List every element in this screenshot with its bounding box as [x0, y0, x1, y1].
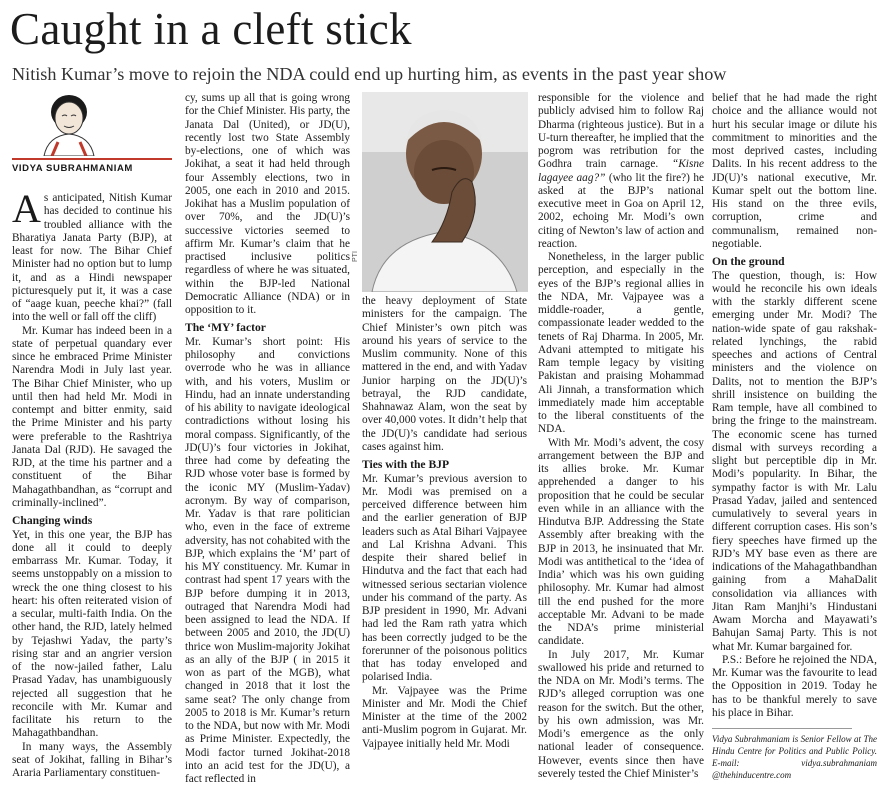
text-run: (who lit the fire?) he asked at the BJP’s national executive meet in Goa on April 12, 2002, echoing Mr. Modi’s own citing of Newton’s law of action and reaction. [538, 171, 705, 250]
headline: Caught in a cleft stick [10, 4, 412, 54]
column-2 [185, 92, 350, 786]
paragraph: Mr. Kumar’s short point: His philosophy and convictions overrode who he was in alliance with, and his voters, Muslim or Hindu, had an innate understanding of his ability to navigate ideological contradictions without losing his moral compass. Significantly, of the JD(U)’s four victories in Jokihat, three had come by defeating the RJD whose voter base is formed by the iconic MY (Muslim-Yadav) acronym. By way of comparison, Mr. Yadav is that rare politician who, even in the face of extreme adversity, has not cohabited with the BJP, which explains the ‘M’ part of his MY constituency. Mr. Kumar in contrast had spent 17 years with the BJP before dumping it in 2013, outraged that Narendra Modi had been assigned to lead the NDA. If between 2005 and 2010, the JD(U) thrice won Muslim-majority Jokihat as an ally of the BJP ( in 2015 it won as part of the MGB), what changed in 2018 that it lost the same seat? The only change from 2005 to 2018 is Mr. Kumar’s return to the NDA, but now with Mr. Modi as Prime Minister. Expectedly, the Modi factor turned Jokihat-2018 into an acid test for the JD(U), a fact reflected in [185, 335, 350, 785]
photo-illustration [362, 92, 528, 292]
paragraph: With Mr. Modi’s advent, the cosy arrangement between the BJP and its allies broke. Mr. Kumar apprehended a danger to his proposition that he could be secular even while in an alliance with the Hindutva BJP. Addressing the State Assembly after breaking with the BJP in 2013, he insinuated that Mr. Modi was antithetical to the ‘idea of India’ which was his own guiding philosophy. Mr. Kumar had almost till the end pushed for the more acceptable Mr. Advani to be made the NDA’s prime ministerial candidate. [538, 436, 704, 648]
column-5 [712, 92, 877, 781]
paragraph: The question, though, is: How would he reconcile his own ideals with the starkly different scene emerging under Mr. Modi? The nation-wide spate of gau rakshak-related lynchings, the rabid speeches and actions of Central ministers and the violence on Dalits, not to mention the BJP’s shrill insistence on building the Ram temple, have all combined to bring the fringe to the mainstream. The economic scene has turned dismal with surveys recording a slight but perceptible dip in Mr. Modi’s popularity. In Bihar, the sympathy factor is with Mr. Lalu Prasad Yadav, jailed and sentenced cumulatively to several years in different corruption cases. His son’s fiery speeches have firmed up the RJD’s MY base even as there are indications of the Mahagathbandhan gaining from a MahaDalit consolidation via alliances with Jitan Ram Manjhi’s Hindustani Awam Morcha and Mayawati’s Bahujan Samaj Party. This is not what Mr. Kumar bargained for. [712, 269, 877, 653]
paragraph: Yet, in this one year, the BJP has done all it could to deeply embarrass Mr. Kumar. Today, it seems unstoppably on a mission to wreck the one thing closest to his heart: his often reiterated vision of a secular, multi-faith India. On the other hand, the RJD, lately helmed by Tejashwi Yadav, the party’s rising star and an angrier version of the now-jailed father, Lalu Prasad Yadav, has unambiguously rejected all suggestion that he reconcile with Mr. Kumar and facilitate his return to the Mahagathbandhan. [12, 528, 172, 740]
byline-rule [12, 158, 172, 160]
paragraph: s anticipated, Nitish Kumar has decided to continue his troubled alliance with the Bharatiya Janata Party (BJP), at least for now. The Bihar Chief Minister had no option but to lump it, and as a Hindi newspaper picturesquely put it, it was a case of “aage kuan, peeche khai?” (fall into the well or fall off the cliff) [12, 192, 172, 324]
italic-quote: “Kisne lagayee aag?” [538, 158, 704, 184]
paragraph: In many ways, the Assembly seat of Jokihat, falling in Bihar’s Araria Parliamentary constituen- [12, 740, 172, 779]
paragraph: belief that he had made the right choice and the alliance would not hurt his secular image or dilute his commitment to minorities and the most deprived castes, including Dalits. In his recent address to the JD(U)’s national executive, Mr. Kumar spelt out the bottom line. His stand on the three evils, corruption, crime and communalism, remained non-negotiable. [712, 92, 877, 250]
subhead: Changing winds [12, 514, 93, 527]
byline-box [12, 90, 172, 180]
column-1 [12, 186, 172, 780]
column-4 [538, 92, 704, 781]
photo-nitish-kumar [362, 92, 528, 292]
paragraph: cy, sums up all that is going wrong for the Chief Minister. His party, the Janata Dal (United), or JD(U), recently lost two State Assembly by-elections, one of which was Jokihat, a seat it had held through four Assembly elections, two in 2005, one each in 2010 and 2015. Jokihat has a Muslim population of over 70%, and the JD(U)’s successive victories seemed to affirm Mr. Kumar’s claim that he practised inclusive politics regardless of where he was situated, within the BJP-led National Democratic Alliance (NDA) or in opposition to it. [185, 92, 350, 316]
photo-credit: PTI [352, 251, 359, 262]
deck: Nitish Kumar’s move to rejoin the NDA could end up hurting him, as events in the past year show [12, 64, 727, 84]
column-3 [362, 295, 527, 751]
author-bio: Vidya Subrahmaniam is Senior Fellow at The Hindu Centre for Politics and Public Policy. E-mail: vidya.subrahmaniam @thehinducentre.com [712, 734, 877, 780]
dropcap: A [12, 186, 41, 231]
paragraph: Nonetheless, in the larger public perception, and especially in the eyes of the BJP’s regional allies in the NDA, Mr. Vajpayee was a middle-roader, a gentle, compassionate leader wedded to the tenets of Raj Dharma. In 2005, Mr. Advani attempted to mitigate his Ram temple legacy by visiting Pakistan and praising Mohammad Ali Jinnah, a transformation which immediately made him acceptable to the liberal constituents of the NDA. [538, 251, 704, 436]
text-run: responsible for the violence and publicly advised him to follow Raj Dharma (righteous justice). But in a U-turn thereafter, he implied that the pogrom was retribution for the Godhra train carnage. [538, 92, 704, 171]
paragraph: Mr. Kumar has indeed been in a state of perpetual quandary ever since he embraced Prime Minister Narendra Modi in July last year. The Bihar Chief Minister, who up until then had held Mr. Modi in contempt and bitter enmity, said the Prime Minister and his party were preferable to the Rashtriya Janata Dal (RJD). He savaged the RJD, at the time his partner and a constituent of the Bihar Mahagathbandhan, as “corrupt and criminally-inclined”. [12, 324, 172, 509]
subhead: Ties with the BJP [362, 458, 450, 471]
bio-rule [712, 728, 852, 729]
paragraph: P.S.: Before he rejoined the NDA, Mr. Kumar was the favourite to lead the Opposition in 2019. Today he has to be thankful merely to save his place in Bihar. [712, 653, 877, 719]
author-portrait-illustration [34, 90, 104, 156]
paragraph: the heavy deployment of State ministers for the campaign. The Chief Minister’s own pitch was around his years of service to the Muslim community. None of this mattered in the end, and with Yadav Junior harping on the JD(U)’s betrayal, the RJD candidate, Shahnawaz Alam, won the seat by over 40,000 votes. It didn’t help that the JD(U)’s candidate had serious cases against him. [362, 295, 527, 453]
byline: VIDYA SUBRAHMANIAM [12, 163, 133, 174]
subhead: The ‘MY’ factor [185, 321, 266, 335]
subhead: On the ground [712, 255, 785, 268]
paragraph [538, 92, 704, 251]
paragraph: Mr. Kumar’s previous aversion to Mr. Modi was premised on a perceived difference between him and the earlier generation of BJP leaders such as Atal Bihari Vajpayee and Lal Krishna Advani. This despite their shared belief in Hindutva and the fact that each had witnessed serious sectarian violence under his command of the party. As BJP president in 1990, Mr. Advani had led the Ram rath yatra which has been correctly judged to be the forerunner of the poisonous politics that has today enveloped and polarised India. [362, 472, 527, 684]
paragraph: Mr. Vajpayee was the Prime Minister and Mr. Modi the Chief Minister at the time of the 2002 anti-Muslim pogrom in Gujarat. Mr. Vajpayee initially held Mr. Modi [362, 684, 527, 750]
paragraph: In July 2017, Mr. Kumar swallowed his pride and returned to the NDA on Mr. Modi’s terms. The RJD’s alleged corruption was one reason for the switch. But the other, by his own admission, was Mr. Modi’s emergence as the only national leader of consequence. However, events since then have severely tested the Chief Minister’s [538, 648, 704, 780]
